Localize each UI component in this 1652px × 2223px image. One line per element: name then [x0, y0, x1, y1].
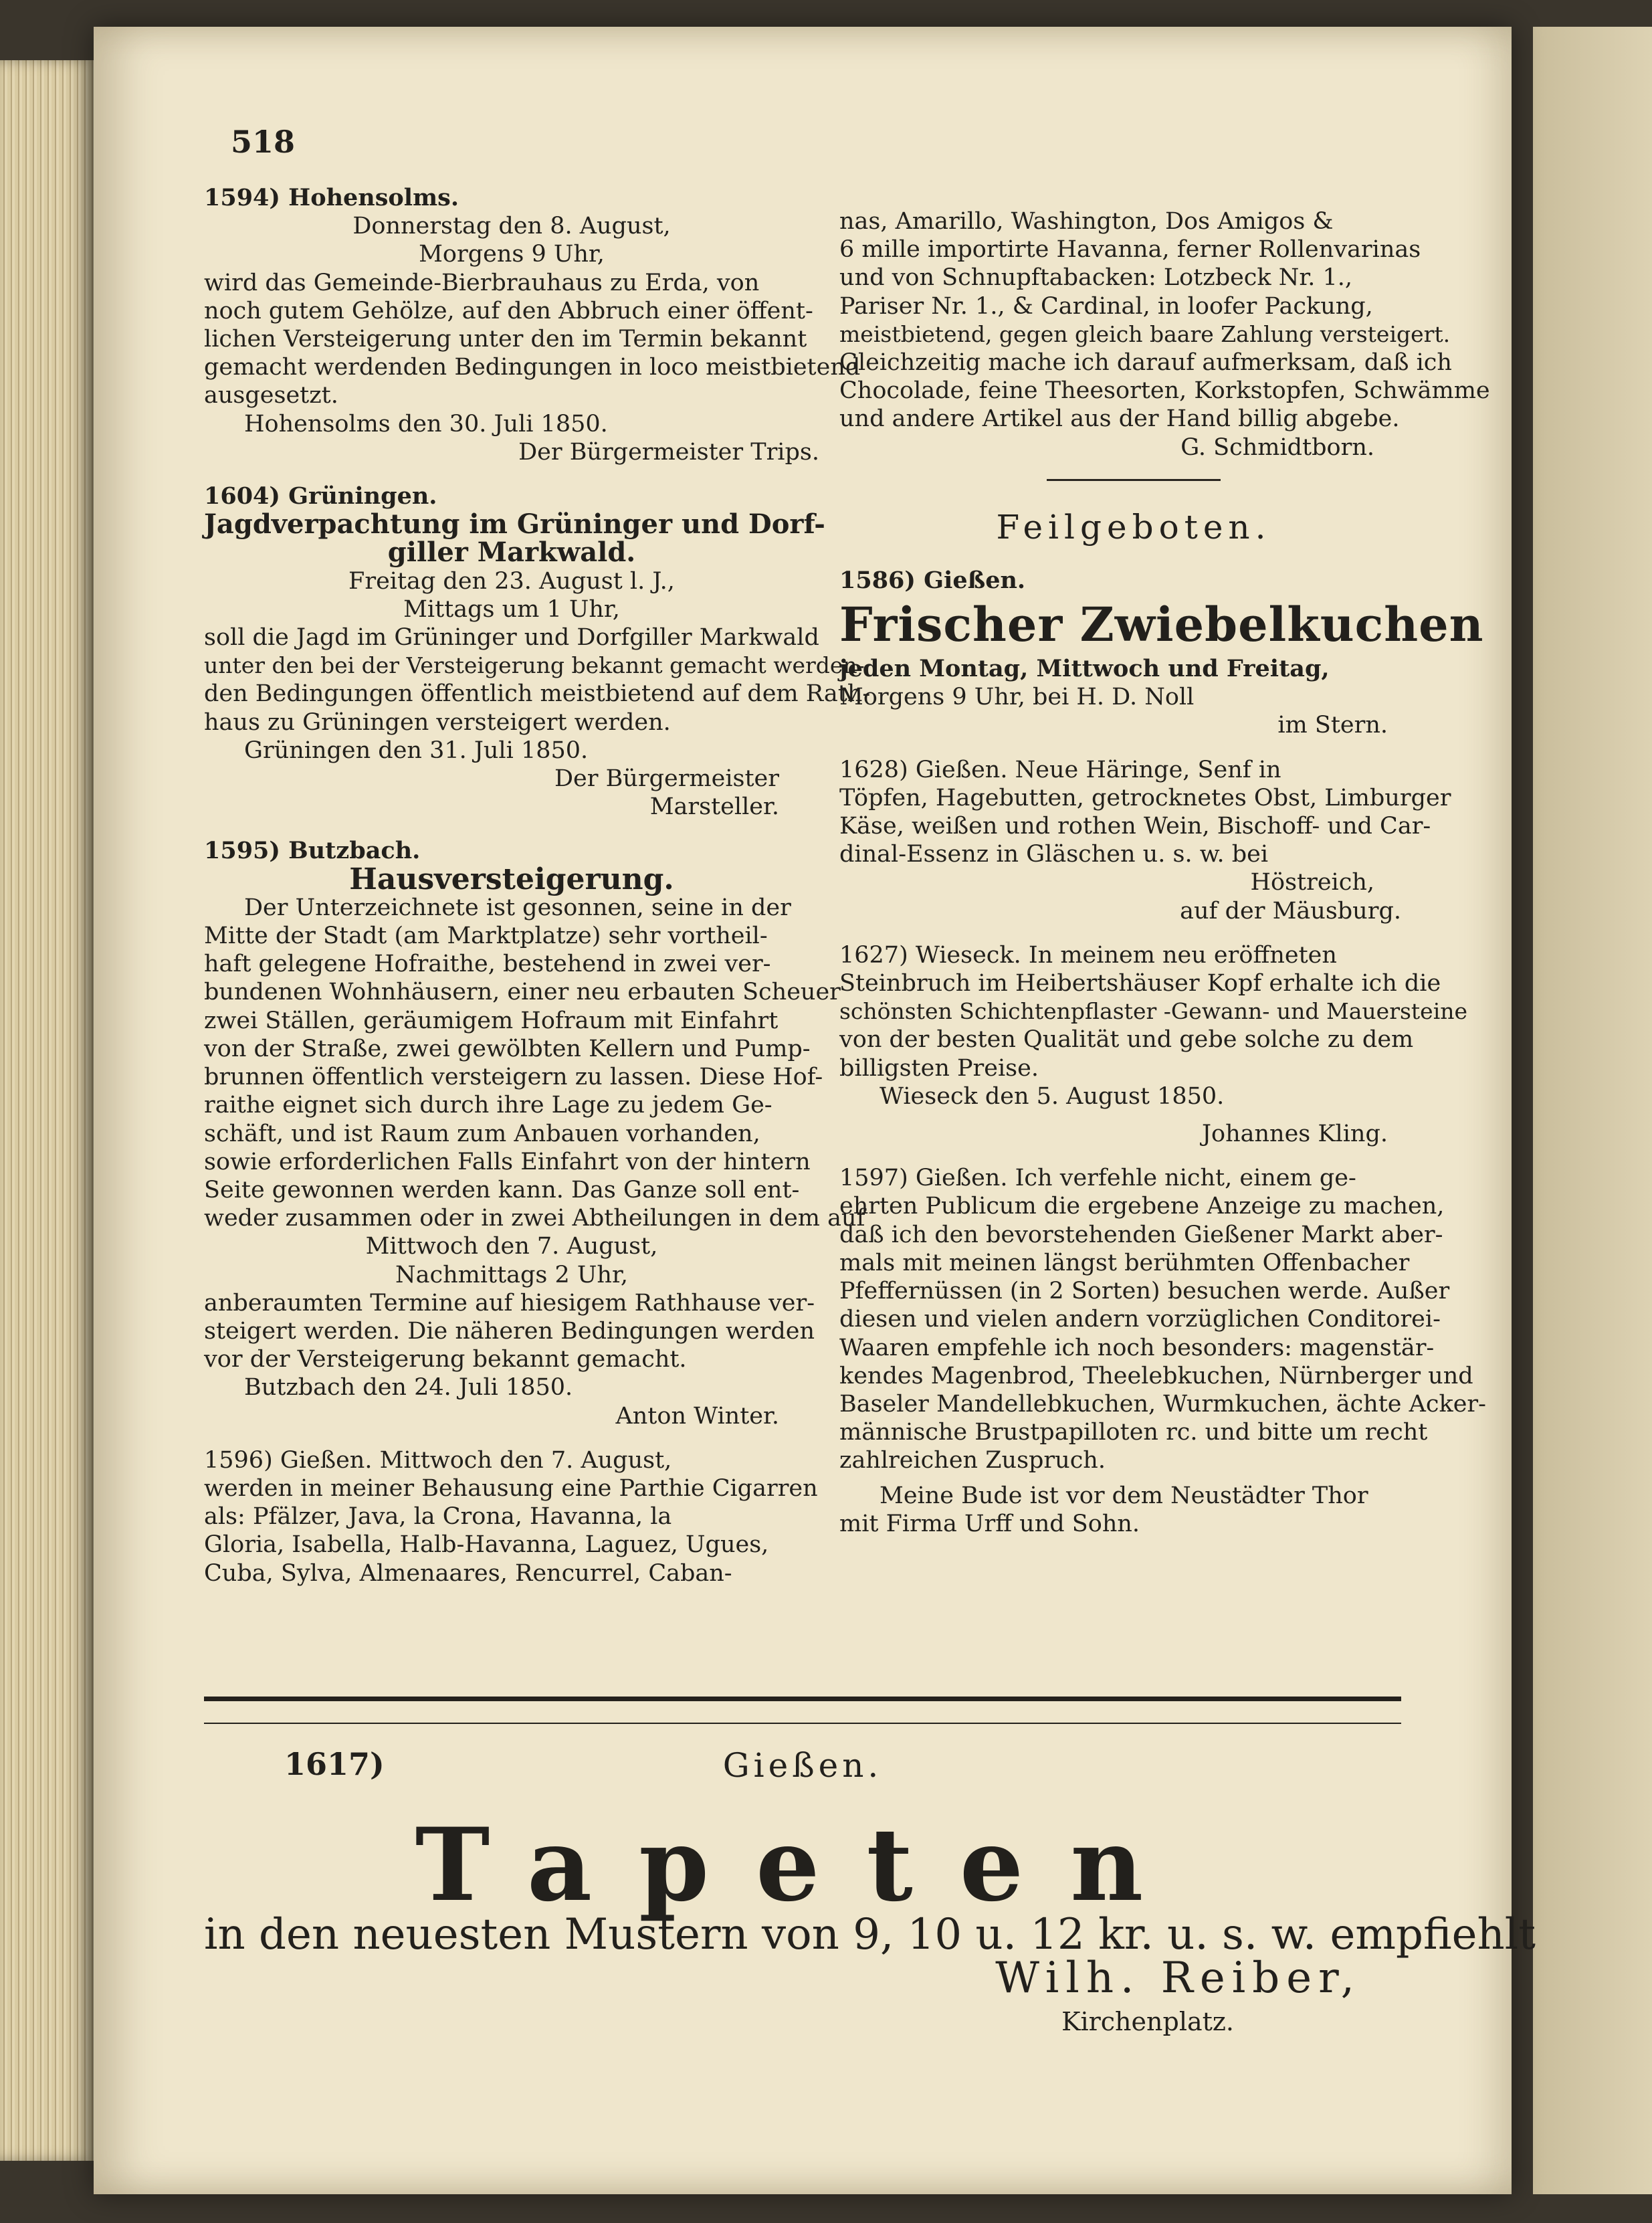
text-line: haus zu Grüningen versteigert werden. [204, 708, 671, 736]
text-line: vor der Versteigerung bekannt gemacht. [204, 1346, 687, 1373]
text-line: zwei Ställen, geräumigem Hofraum mit Einfahrt [204, 1007, 779, 1034]
ad-1594-heading: 1594) Hohensolms. [204, 184, 459, 211]
ad-1604-date: Freitag den 23. August l. J., [348, 567, 675, 595]
text-line: Chocolade, feine Theesorten, Korkstopfen, Schwämme [839, 377, 1490, 405]
text-line: Waaren empfehle ich noch besonders: magenstär- [839, 1334, 1435, 1361]
adjacent-page-edge [1533, 27, 1652, 2194]
text-line: meistbietend, gegen gleich baare Zahlung versteigert. [839, 320, 1451, 347]
text-line: lichen Versteigerung unter den im Termin bekannt [204, 326, 807, 353]
text-line: billigsten Preise. [839, 1054, 1039, 1082]
text-line: männische Brustpapilloten rc. und bitte um recht [839, 1419, 1428, 1446]
ad-1594-date: Donnerstag den 8. August, [352, 213, 671, 240]
text-line: als: Pfälzer, Java, la Crona, Havanna, la [204, 1503, 672, 1531]
ad-1617-signature: Wilh. Reiber, [995, 1953, 1361, 2003]
text-line: Käse, weißen und rothen Wein, Bischoff- und Car- [839, 813, 1431, 840]
ad-1595-heading: 1595) Butzbach. [204, 837, 421, 865]
ad-1596-heading: 1596) Gießen. Mittwoch den 7. August, [204, 1446, 672, 1474]
text-line: Steinbruch im Heibertshäuser Kopf erhalte ich die [839, 970, 1441, 997]
text-line: Baseler Mandellebkuchen, Wurmkuchen, ächte Acker- [839, 1390, 1486, 1418]
ad-1617-number: 1617) [284, 1746, 385, 1782]
ad-1617-text: in den neuesten Mustern von 9, 10 u. 12 kr. u. s. w. empfiehlt [204, 1910, 1536, 1959]
ad-1595-place-date: Butzbach den 24. Juli 1850. [244, 1374, 573, 1402]
text-line: den Bedingungen öffentlich meistbietend auf dem Rath- [204, 680, 871, 708]
ad-1604-signature-title: Der Bürgermeister [554, 765, 779, 793]
left-column [204, 184, 871, 1587]
section-rule-thin [204, 1723, 1401, 1724]
text-line: zahlreichen Zuspruch. [839, 1447, 1106, 1474]
text-line: daß ich den bevorstehenden Gießener Markt aber- [839, 1221, 1443, 1248]
text-line: brunnen öffentlich versteigern zu lassen. Diese Hof- [204, 1064, 823, 1091]
text-line: ehrten Publicum die ergebene Anzeige zu machen, [839, 1193, 1445, 1220]
text-line: Cuba, Sylva, Almenaares, Rencurrel, Caban- [204, 1559, 732, 1587]
text-line: 6 mille importirte Havanna, ferner Rollenvarinas [839, 236, 1421, 264]
ad-1595-date: Mittwoch den 7. August, [365, 1233, 658, 1260]
text-line: haft gelegene Hofraithe, bestehend in zwei ver- [204, 951, 771, 978]
ad-1627-heading: 1627) Wieseck. In meinem neu eröffneten [839, 941, 1337, 969]
text-line: Pfeffernüssen (in 2 Sorten) besuchen werde. Außer [839, 1278, 1450, 1305]
text-line: Pariser Nr. 1., & Cardinal, in loofer Packung, [839, 292, 1373, 320]
text-line: von der besten Qualität und gebe solche zu dem [839, 1026, 1414, 1054]
text-line: gemacht werdenden Bedingungen in loco meistbietend [204, 354, 861, 381]
ad-1586-location: im Stern. [1277, 712, 1388, 739]
ad-1604-place-date: Grüningen den 31. Juli 1850. [244, 737, 589, 764]
ad-1595-title: Hausversteigerung. [349, 862, 674, 896]
ad-1586-days: jeden Montag, Mittwoch und Freitag, [839, 655, 1330, 683]
ad-1594-place-date: Hohensolms den 30. Juli 1850. [244, 410, 608, 438]
text-line: anberaumten Termine auf hiesigem Rathhause ver- [204, 1289, 815, 1317]
text-line: von der Straße, zwei gewölbten Kellern und Pump- [204, 1035, 811, 1062]
text-line: kendes Magenbrod, Theelebkuchen, Nürnberger und [839, 1362, 1473, 1389]
ad-1586-title: Frischer Zwiebelkuchen [839, 597, 1484, 653]
ad-1617-address: Kirchenplatz. [1061, 2007, 1234, 2036]
section-heading-feilgeboten: Feilgeboten. [996, 507, 1271, 547]
ad-1595-time: Nachmittags 2 Uhr, [395, 1261, 628, 1288]
text-line: dinal-Essenz in Gläschen u. s. w. bei [839, 841, 1269, 868]
ad-1617-place: Gießen. [722, 1746, 883, 1785]
text-line: Der Unterzeichnete ist gesonnen, seine in der [244, 894, 791, 921]
text-line: sowie erforderlichen Falls Einfahrt von der hintern [204, 1148, 811, 1175]
text-line: schäft, und ist Raum zum Anbauen vorhanden, [204, 1120, 760, 1147]
text-line: Töpfen, Hagebutten, getrocknetes Obst, Limburger [839, 784, 1451, 811]
text-line: nas, Amarillo, Washington, Dos Amigos & [839, 208, 1334, 235]
ad-1604-title: Jagdverpachtung im Grüninger und Dorf- [204, 508, 825, 541]
ad-1586-heading: 1586) Gießen. [839, 566, 1026, 594]
right-column [839, 207, 1490, 1538]
text-line: wird das Gemeinde-Bierbrauhaus zu Erda, von [204, 269, 760, 296]
text-line: schönsten Schichtenpflaster -Gewann- und Mauersteine [839, 998, 1468, 1025]
page-number: 518 [231, 124, 296, 160]
text-line: unter den bei der Versteigerung bekannt gemacht werden- [204, 652, 865, 679]
ad-1604-title-cont: giller Markwald. [387, 537, 636, 569]
text-line: Gleichzeitig mache ich darauf aufmerksam, daß ich [839, 349, 1452, 377]
text-line: soll die Jagd im Grüninger und Dorfgiller Markwald [204, 624, 819, 652]
ad-1604-heading: 1604) Grüningen. [204, 482, 437, 510]
ad-1604-signature-name: Marsteller. [649, 793, 779, 821]
text-line: noch gutem Gehölze, auf den Abbruch einer öffent- [204, 297, 813, 324]
ad-1594-signature: Der Bürgermeister Trips. [518, 438, 819, 466]
book-page-edges [0, 60, 94, 2161]
ad-1627-signature: Johannes Kling. [1201, 1121, 1388, 1148]
text-line: und andere Artikel aus der Hand billig abgebe. [839, 405, 1400, 433]
text-line: diesen und vielen andern vorzüglichen Conditorei- [839, 1306, 1441, 1333]
ad-1594-time: Morgens 9 Uhr, [419, 241, 605, 268]
text-line: mals mit meinen längst berühmten Offenbacher [839, 1249, 1410, 1276]
text-line: steigert werden. Die näheren Bedingungen werden [204, 1317, 815, 1345]
ad-1627-place-date: Wieseck den 5. August 1850. [880, 1082, 1225, 1110]
ad-1596-signature: G. Schmidtborn. [1180, 433, 1374, 461]
text-line: ausgesetzt. [204, 382, 338, 409]
ad-1586-time: Morgens 9 Uhr, bei H. D. Noll [839, 684, 1195, 711]
section-rule-thick [204, 1697, 1401, 1701]
text-line: Meine Bude ist vor dem Neustädter Thor [880, 1482, 1368, 1509]
ad-1597-heading: 1597) Gießen. Ich verfehle nicht, einem ge- [839, 1165, 1356, 1192]
ad-1628-signature: Höstreich, [1250, 869, 1374, 896]
ad-1597-signature: mit Firma Urff und Sohn. [839, 1510, 1140, 1537]
text-line: Gloria, Isabella, Halb-Havanna, Laguez, Ugues, [204, 1531, 769, 1559]
text-line: bundenen Wohnhäusern, einer neu erbauten Scheuer [204, 979, 841, 1006]
text-line: und von Schnupftabacken: Lotzbeck Nr. 1., [839, 264, 1353, 292]
ad-1628-heading: 1628) Gießen. Neue Häringe, Senf in [839, 756, 1281, 783]
ad-1595-signature: Anton Winter. [615, 1402, 779, 1430]
text-line: Mitte der Stadt (am Marktplatze) sehr vortheil- [204, 923, 768, 950]
section-divider [1047, 479, 1221, 481]
text-line: werden in meiner Behausung eine Parthie Cigarren [204, 1474, 818, 1502]
text-line: weder zusammen oder in zwei Abtheilungen in dem auf [204, 1205, 865, 1232]
ad-1604-time: Mittags um 1 Uhr, [403, 595, 620, 623]
ad-1617-title: Tapeten [415, 1806, 1191, 1924]
text-line: raithe eignet sich durch ihre Lage zu jedem Ge- [204, 1092, 772, 1119]
text-line: Seite gewonnen werden kann. Das Ganze soll ent- [204, 1176, 800, 1203]
ad-1628-address: auf der Mäusburg. [1180, 897, 1401, 925]
